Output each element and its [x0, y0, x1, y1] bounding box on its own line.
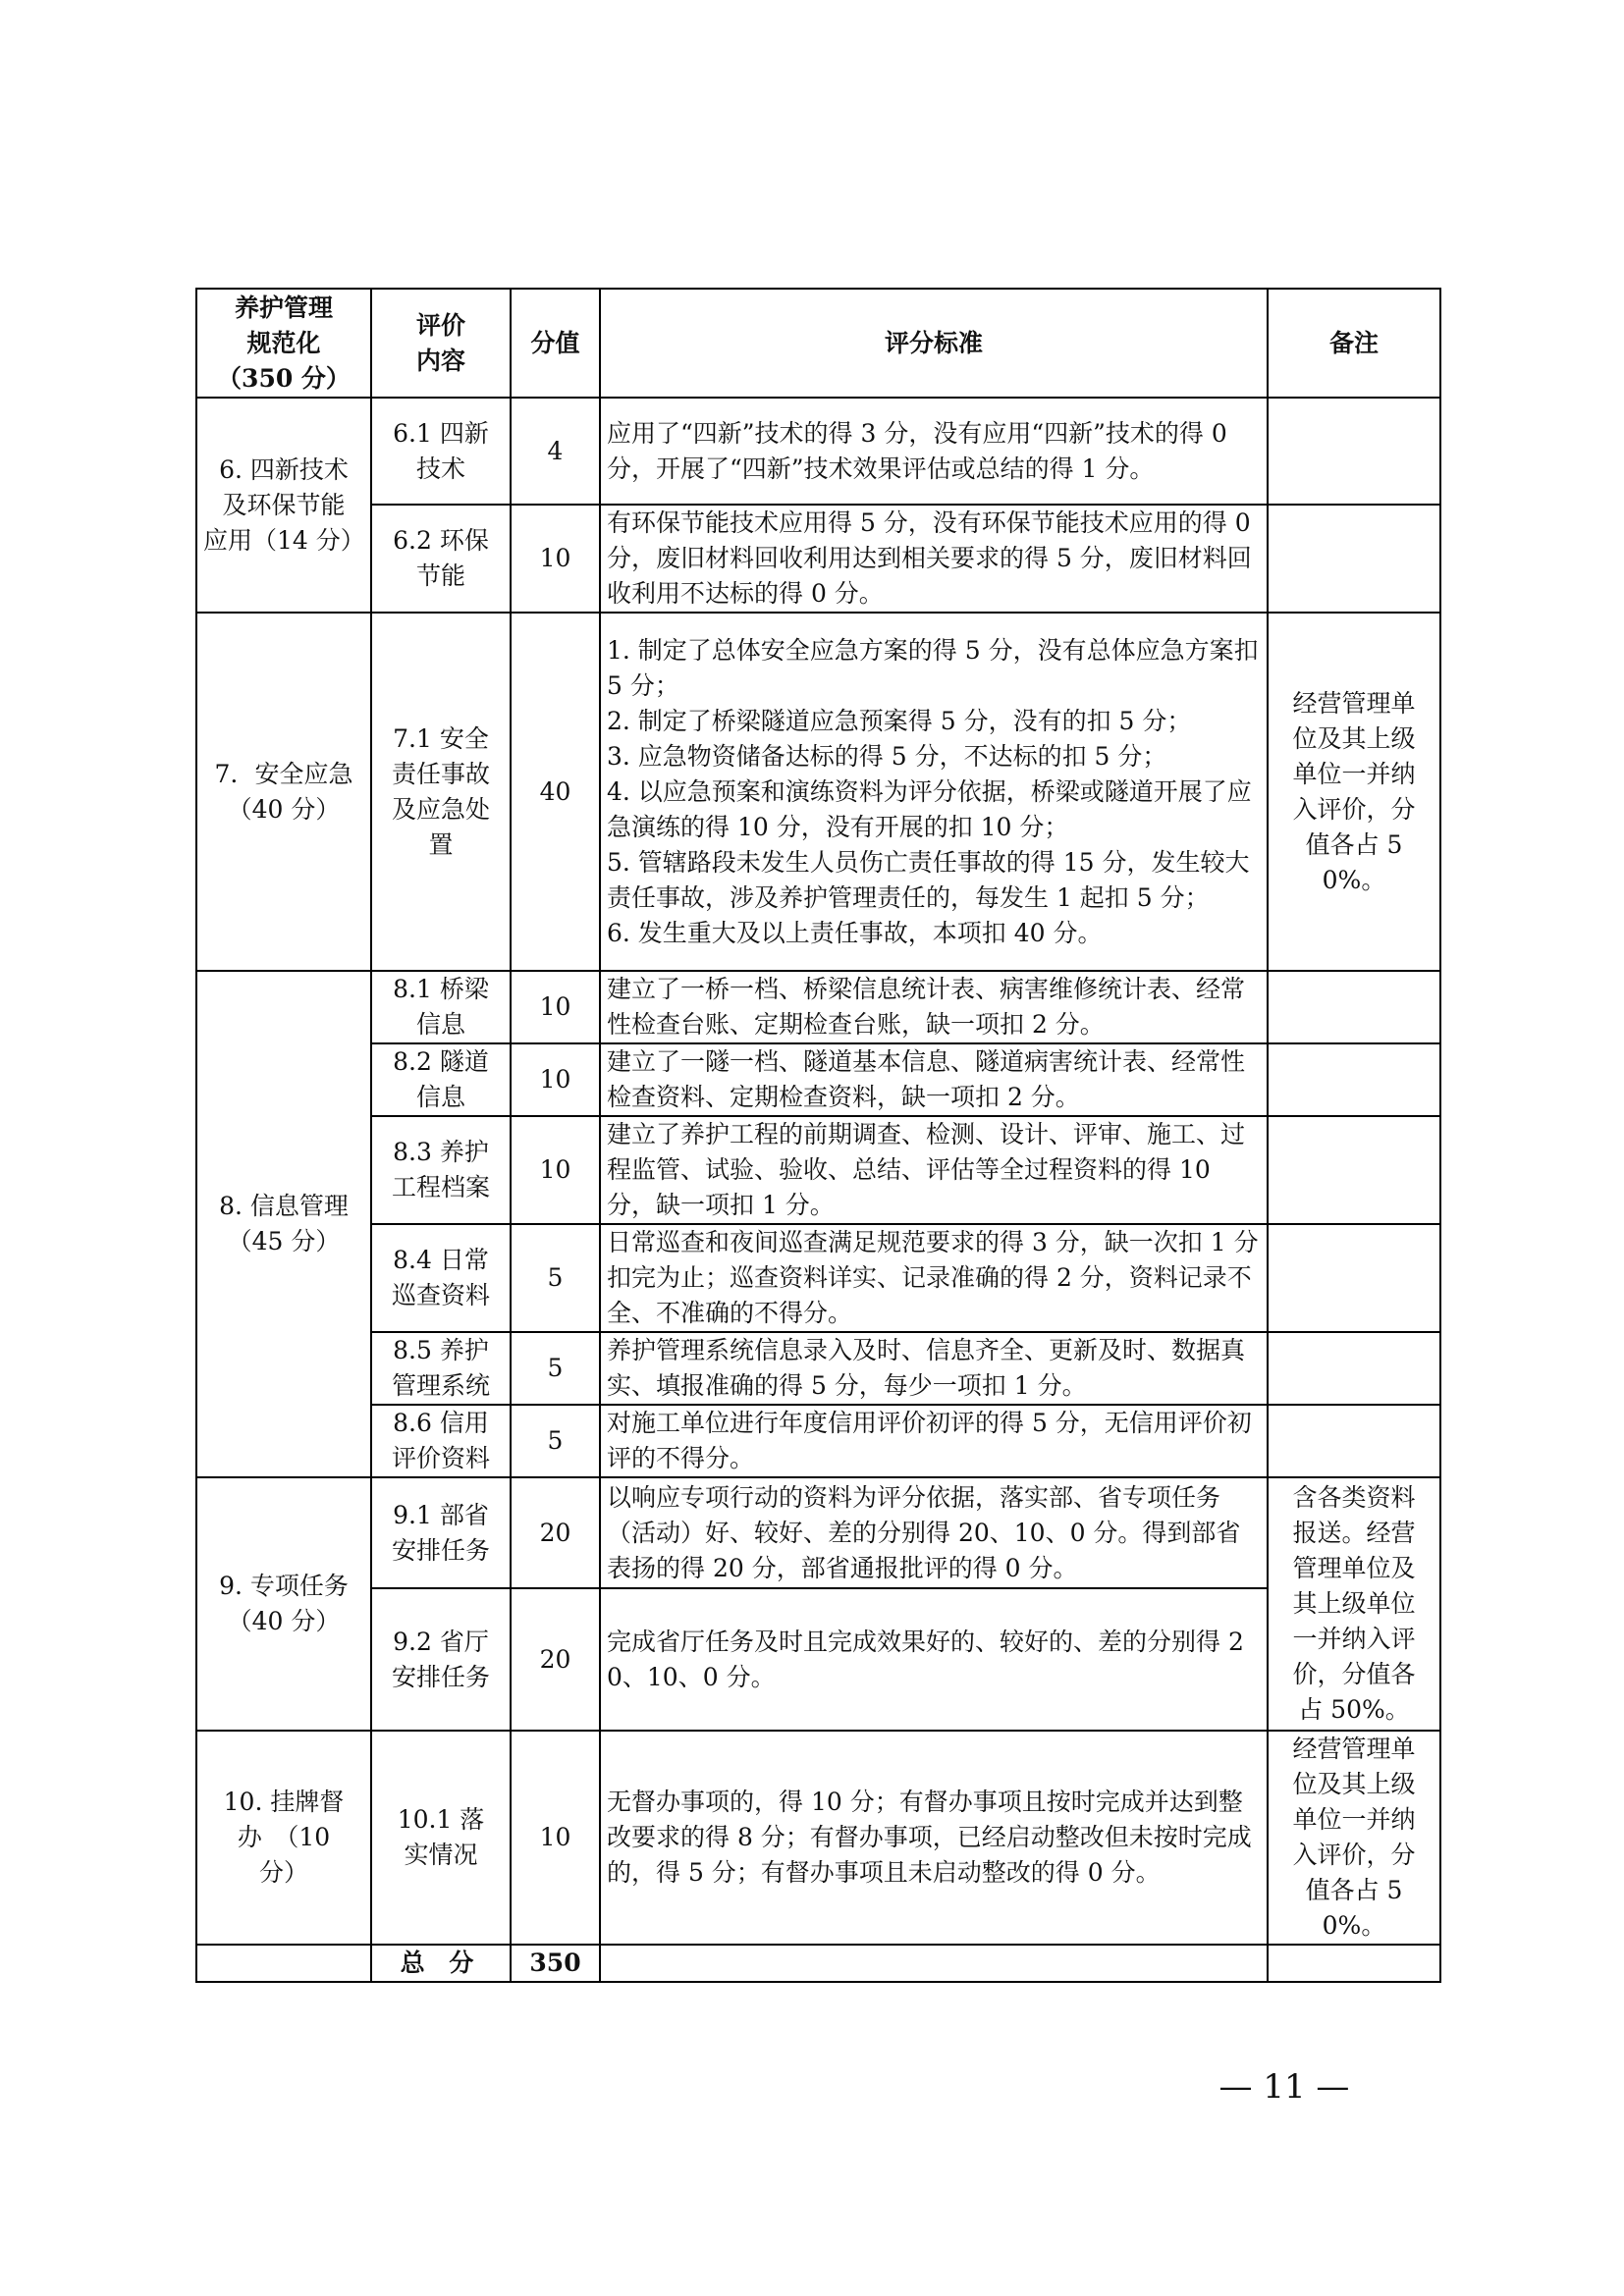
page-number: — 11 — — [1218, 2067, 1350, 2107]
table-row — [196, 1588, 1440, 1731]
note-cell — [1268, 1043, 1440, 1116]
total-empty-cell — [196, 1945, 371, 1982]
note-cell — [1268, 1405, 1440, 1477]
table-row — [196, 1405, 1440, 1477]
content-cell: 8.6 信用 评价资料 — [371, 1405, 511, 1477]
criteria-cell: 无督办事项的，得 10 分；有督办事项且按时完成并达到整改要求的得 8 分；有督办事项，已经启动整改但未按时完成的，得 5 分；有督办事项且未启动整改的得 0 分。 — [600, 1731, 1268, 1945]
content-cell: 6.1 四新 技术 — [371, 398, 511, 505]
header-row — [196, 289, 1440, 398]
score-cell: 10 — [511, 1116, 600, 1224]
criteria-cell: 完成省厅任务及时且完成效果好的、较好的、差的分别得 20、10、0 分。 — [600, 1588, 1268, 1731]
score-cell: 20 — [511, 1588, 600, 1731]
category-cell: 10. 挂牌督 办 （10 分） — [196, 1731, 371, 1945]
criteria-cell: 养护管理系统信息录入及时、信息齐全、更新及时、数据真实、填报准确的得 5 分，每少一项扣 1 分。 — [600, 1332, 1268, 1405]
total-label: 总 分 — [371, 1945, 511, 1982]
note-cell — [1268, 1332, 1440, 1405]
score-cell: 10 — [511, 1043, 600, 1116]
header-note: 备注 — [1268, 289, 1440, 398]
header-content: 评价 内容 — [371, 289, 511, 398]
table-row — [196, 1224, 1440, 1332]
content-cell: 8.5 养护 管理系统 — [371, 1332, 511, 1405]
table-row — [196, 1332, 1440, 1405]
criteria-cell: 有环保节能技术应用得 5 分，没有环保节能技术应用的得 0 分，废旧材料回收利用达到相关要求的得 5 分，废旧材料回收利用不达标的得 0 分。 — [600, 505, 1268, 613]
note-cell: 经营管理单 位及其上级 单位一并纳 入评价，分 值各占 50%。 — [1268, 1731, 1440, 1945]
score-cell: 5 — [511, 1224, 600, 1332]
score-cell: 10 — [511, 505, 600, 613]
table-row — [196, 1731, 1440, 1945]
table-row — [196, 1477, 1440, 1588]
score-table — [195, 288, 1441, 1983]
note-cell: 经营管理单 位及其上级 单位一并纳 入评价，分 值各占 50%。 — [1268, 613, 1440, 971]
criteria-cell: 建立了养护工程的前期调查、检测、设计、评审、施工、过程监管、试验、验收、总结、评估等全过程资料的得 10 分，缺一项扣 1 分。 — [600, 1116, 1268, 1224]
content-cell: 7.1 安全 责任事故 及应急处 置 — [371, 613, 511, 971]
category-cell: 6. 四新技术 及环保节能 应用（14 分） — [196, 398, 371, 613]
criteria-cell: 建立了一隧一档、隧道基本信息、隧道病害统计表、经常性检查资料、定期检查资料，缺一项扣 2 分。 — [600, 1043, 1268, 1116]
note-cell — [1268, 1116, 1440, 1224]
criteria-cell: 1. 制定了总体安全应急方案的得 5 分，没有总体应急方案扣 5 分； 2. 制定了桥梁隧道应急预案得 5 分，没有的扣 5 分； 3. 应急物资储备达标的得 5 分，不达标的扣 5 分； 4. 以应急预案和演练资料为评分依据，桥梁或隧道开展了应急演练的得 10 分，没有开展的扣 10 分； 5. 管辖路段未发生人员伤亡责任事故的得 15 分，发生较大责任事故，涉及养护管理责任的，每发生 1 起扣 5 分； 6. 发生重大及以上责任事故，本项扣 40 分。 — [600, 613, 1268, 971]
header-criteria: 评分标准 — [600, 289, 1268, 398]
note-cell — [1268, 971, 1440, 1043]
content-cell: 8.2 隧道 信息 — [371, 1043, 511, 1116]
score-cell: 5 — [511, 1405, 600, 1477]
content-cell: 9.2 省厅 安排任务 — [371, 1588, 511, 1731]
score-cell: 5 — [511, 1332, 600, 1405]
score-cell: 4 — [511, 398, 600, 505]
criteria-cell: 应用了“四新”技术的得 3 分，没有应用“四新”技术的得 0 分，开展了“四新”技术效果评估或总结的得 1 分。 — [600, 398, 1268, 505]
score-cell: 20 — [511, 1477, 600, 1588]
total-value: 350 — [511, 1945, 600, 1982]
criteria-cell: 日常巡查和夜间巡查满足规范要求的得 3 分，缺一次扣 1 分扣完为止；巡查资料详实、记录准确的得 2 分，资料记录不全、不准确的不得分。 — [600, 1224, 1268, 1332]
table-row — [196, 1116, 1440, 1224]
content-cell: 8.3 养护 工程档案 — [371, 1116, 511, 1224]
table-row — [196, 971, 1440, 1043]
total-row — [196, 1945, 1440, 1982]
table-row — [196, 398, 1440, 505]
content-cell: 6.2 环保 节能 — [371, 505, 511, 613]
content-cell: 9.1 部省 安排任务 — [371, 1477, 511, 1588]
content-cell: 8.4 日常 巡查资料 — [371, 1224, 511, 1332]
table-row — [196, 505, 1440, 613]
note-cell — [1268, 398, 1440, 505]
total-empty-cell — [600, 1945, 1268, 1982]
header-score: 分值 — [511, 289, 600, 398]
total-empty-cell — [1268, 1945, 1440, 1982]
category-cell: 8. 信息管理 （45 分） — [196, 971, 371, 1477]
table-row — [196, 613, 1440, 971]
header-category: 养护管理 规范化 （350 分） — [196, 289, 371, 398]
table-row — [196, 1043, 1440, 1116]
score-cell: 40 — [511, 613, 600, 971]
criteria-cell: 以响应专项行动的资料为评分依据，落实部、省专项任务（活动）好、较好、差的分别得 20、10、0 分。得到部省表扬的得 20 分，部省通报批评的得 0 分。 — [600, 1477, 1268, 1588]
criteria-cell: 对施工单位进行年度信用评价初评的得 5 分，无信用评价初评的不得分。 — [600, 1405, 1268, 1477]
score-cell: 10 — [511, 971, 600, 1043]
category-cell: 7．安全应急 （40 分） — [196, 613, 371, 971]
criteria-cell: 建立了一桥一档、桥梁信息统计表、病害维修统计表、经常性检查台账、定期检查台账，缺一项扣 2 分。 — [600, 971, 1268, 1043]
score-cell: 10 — [511, 1731, 600, 1945]
content-cell: 8.1 桥梁 信息 — [371, 971, 511, 1043]
note-cell: 含各类资料 报送。经营 管理单位及 其上级单位 一并纳入评 价，分值各 占 50%。 — [1268, 1477, 1440, 1731]
category-cell: 9. 专项任务 （40 分） — [196, 1477, 371, 1731]
note-cell — [1268, 505, 1440, 613]
content-cell: 10.1 落 实情况 — [371, 1731, 511, 1945]
note-cell — [1268, 1224, 1440, 1332]
